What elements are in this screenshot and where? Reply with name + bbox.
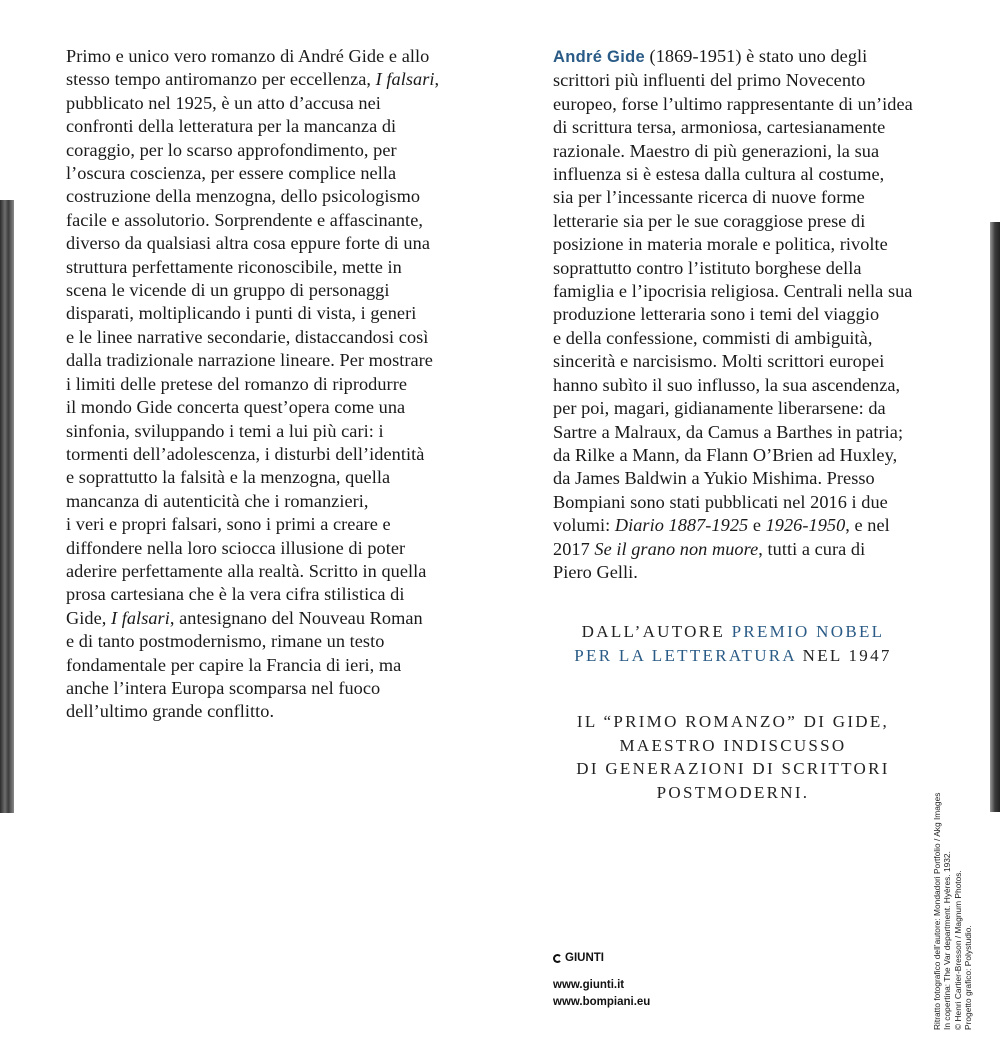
- bio-line: influenza si è estesa dalla cultura al costume,: [553, 164, 885, 185]
- synopsis-line: coraggio, per lo scarso approfondimento, per: [66, 139, 397, 160]
- synopsis-line: prosa cartesiana che è la vera cifra stilistica di: [66, 584, 405, 605]
- bio-line: hanno subìto il suo influsso, la sua ascendenza,: [553, 374, 901, 395]
- bio-line: da Rilke a Mann, da Flann O’Brien ad Huxley,: [553, 444, 898, 465]
- synopsis-line: Primo e unico vero romanzo di André Gide e allo: [66, 46, 430, 66]
- nobel-statement: DALL’AUTORE PREMIO NOBEL PER LA LETTERATURA NEL 1947: [574, 622, 892, 665]
- synopsis-line: e di tanto postmodernismo, rimane un testo: [66, 631, 385, 652]
- bio-line: volumi: Diario 1887-1925 e 1926-1950, e nel: [553, 515, 890, 536]
- tagline-line: IL “PRIMO ROMANZO” DI GIDE,: [576, 712, 890, 731]
- bio-line: André Gide (1869-1951) è stato uno degli: [553, 46, 868, 66]
- synopsis-line: sinfonia, sviluppando i temi a lui più cari: i: [66, 420, 384, 441]
- photo-credits: [932, 793, 973, 1030]
- synopsis-line: facile e assolutorio. Sorprendente e affascinante,: [66, 209, 423, 230]
- synopsis-column: [66, 45, 486, 724]
- synopsis-line: Gide, I falsari, antesignano del Nouveau Roman: [66, 607, 423, 628]
- bio-line: posizione in materia morale e politica, rivolte: [553, 234, 888, 255]
- bio-line: sincerità e narcisismo. Molti scrittori europei: [553, 351, 885, 372]
- synopsis-line: aderire perfettamente alla realtà. Scritto in quella: [66, 560, 427, 581]
- nobel-highlight: PREMIO NOBEL: [731, 622, 885, 641]
- publisher-name: GIUNTI: [565, 952, 604, 964]
- synopsis-line: confronti della letteratura per la mancanza di: [66, 116, 397, 137]
- synopsis-line: diverso da qualsiasi altra cosa eppure forte di una: [66, 233, 430, 254]
- synopsis-line: stesso tempo antiromanzo per eccellenza, I falsari,: [66, 69, 440, 90]
- publisher-url[interactable]: www.giunti.it: [553, 979, 625, 991]
- bio-line: e della confessione, commisti di ambiguità,: [553, 327, 873, 348]
- bio-line: da James Baldwin a Yukio Mishima. Presso: [553, 468, 875, 489]
- bio-line: di scrittura tersa, armoniosa, cartesianamente: [553, 117, 886, 138]
- tagline-line: POSTMODERNI.: [656, 782, 810, 802]
- synopsis-line: scena le vicende di un gruppo di personaggi: [66, 280, 390, 301]
- synopsis-line: struttura perfettamente riconoscibile, mette in: [66, 256, 402, 277]
- bio-line: per poi, magari, gidianamente liberarsene: da: [553, 398, 886, 419]
- bio-line: europeo, forse l’ultimo rappresentante di un’idea: [553, 93, 913, 114]
- book-title: 1926-1950: [765, 515, 846, 536]
- book-title: I falsari: [375, 69, 435, 90]
- synopsis-line: diffondere nella loro sciocca illusione di poter: [66, 537, 406, 558]
- bio-line: letterarie sia per le sue coraggiose prese di: [553, 210, 866, 231]
- synopsis-line: i limiti delle pretese del romanzo di riprodurre: [66, 373, 407, 394]
- cover-photo-edge-left: [0, 200, 14, 813]
- synopsis-line: e le linee narrative secondarie, distaccandosi così: [66, 326, 429, 347]
- synopsis-line: il mondo Gide concerta quest’opera come una: [66, 397, 406, 418]
- synopsis-line: disparati, moltiplicando i punti di vista, i generi: [66, 303, 417, 324]
- bio-line: Bompiani sono stati pubblicati nel 2016 i due: [553, 491, 888, 512]
- publisher-url[interactable]: www.bompiani.eu: [553, 996, 651, 1008]
- synopsis-line: fondamentale per capire la Francia di ieri, ma: [66, 654, 402, 675]
- synopsis-line: dell’ultimo grande conflitto.: [66, 701, 275, 722]
- book-title: Diario 1887-1925: [614, 515, 749, 536]
- credit-line: In copertina: The Var department. Hyères. 1932.: [942, 851, 953, 1030]
- author-bio-column: [553, 45, 928, 584]
- synopsis-line: tormenti dell’adolescenza, i disturbi dell’identità: [66, 443, 425, 464]
- nobel-highlight: PER LA LETTERATURA: [574, 645, 797, 665]
- tagline-line: DI GENERAZIONI DI SCRITTORI: [576, 759, 890, 778]
- bio-line: famiglia e l’ipocrisia religiosa. Centrali nella sua: [553, 281, 913, 302]
- publisher-logo: [553, 952, 604, 964]
- tagline: [553, 710, 913, 804]
- synopsis-line: e soprattutto la falsità e la menzogna, quella: [66, 467, 391, 488]
- cover-photo-edge-right: [990, 222, 1000, 812]
- publisher-urls: [553, 977, 650, 1011]
- bio-line: Piero Gelli.: [553, 561, 638, 582]
- bio-line: 2017 Se il grano non muore, tutti a cura di: [553, 538, 866, 559]
- credit-line: Progetto grafico: Polystudio.: [962, 925, 973, 1030]
- synopsis-line: pubblicato nel 1925, è un atto d’accusa nei: [66, 92, 381, 113]
- author-name: André Gide: [553, 48, 645, 66]
- bio-line: razionale. Maestro di più generazioni, la sua: [553, 140, 880, 161]
- synopsis-line: costruzione della menzogna, dello psicologismo: [66, 186, 421, 207]
- synopsis-line: l’oscura coscienza, per essere complice nella: [66, 163, 397, 184]
- synopsis-line: mancanza di autenticità che i romanzieri,: [66, 490, 369, 511]
- tagline-line: MAESTRO INDISCUSSO: [619, 735, 847, 755]
- bio-line: sia per l’incessante ricerca di nuove forme: [553, 187, 865, 208]
- synopsis-line: i veri e propri falsari, sono i primi a creare e: [66, 514, 391, 535]
- synopsis-line: dalla tradizionale narrazione lineare. Per mostrare: [66, 350, 433, 371]
- book-title: I falsari: [110, 607, 170, 628]
- giunti-logo-icon: [553, 954, 562, 963]
- bio-line: soprattutto contro l’istituto borghese della: [553, 257, 862, 278]
- credit-line: © Henri Cartier-Bresson / Magnum Photos.: [952, 870, 963, 1030]
- bio-line: scrittori più influenti del primo Novecento: [553, 70, 866, 91]
- bio-line: Sartre a Malraux, da Camus a Barthes in patria;: [553, 421, 904, 442]
- synopsis-line: anche l’intera Europa scomparsa nel fuoco: [66, 677, 381, 698]
- book-title: Se il grano non muore: [594, 538, 759, 559]
- credit-line: Ritratto fotografico dell’autore: Mondadori Portfolio / Akg Images: [932, 792, 942, 1030]
- bio-line: produzione letteraria sono i temi del viaggio: [553, 304, 880, 325]
